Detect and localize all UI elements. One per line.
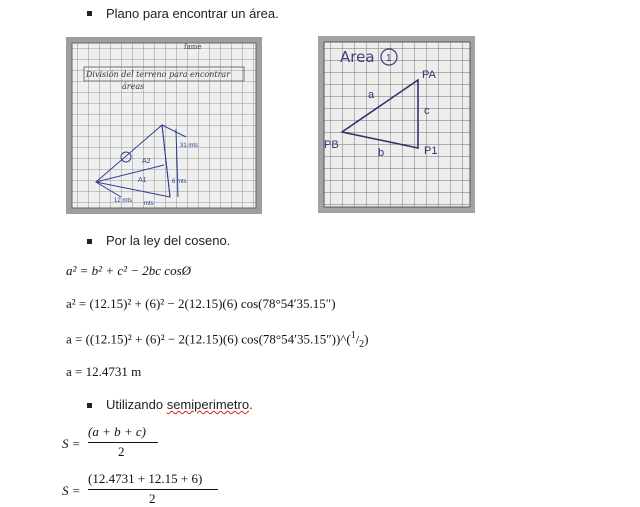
dim-label-3: 12 mts: [114, 198, 133, 204]
bullet-marker: [87, 11, 92, 16]
area-1-sketch: [318, 36, 475, 213]
bullet-3-suffix: .: [249, 397, 253, 412]
formula-s-fraction: [88, 424, 160, 460]
fraction-bar: [88, 442, 158, 443]
formula-s2-numerator: (12.4731 + 12.15 + 6): [88, 471, 203, 486]
area-label-a2: A2: [142, 158, 151, 165]
equation-root-main: a = ((12.15)² + (6)² − 2(12.15)(6) cos(78°54′35.15″))^(: [66, 331, 351, 347]
side-c: c: [424, 105, 430, 117]
equation-square-root: a = ((12.15)² + (6)² − 2(12.15)(6) $\cos(78^\circ 54'35.15''))\^{}(^1/_2)$: [66, 330, 369, 350]
side-b: b: [378, 147, 385, 159]
photo-terrain-division: [66, 37, 262, 214]
formula-s2-lhs: S =: [62, 483, 81, 498]
equation-law-of-cosines: a² = b² + c² − 2bc cosØ: [66, 263, 192, 278]
photo-area-1: [318, 36, 475, 213]
sketch-title-2: áreas: [122, 82, 145, 91]
bullet-text-semiperimetro: [106, 397, 253, 412]
formula-s2-denominator: 2: [149, 491, 156, 506]
bullet-marker: [87, 403, 92, 408]
terrain-sketch: [66, 37, 262, 214]
bullet-3-word: semiperimetro: [166, 397, 250, 412]
point-p1: P1: [424, 145, 438, 157]
side-a: a: [368, 89, 375, 101]
equation-root-close: ): [364, 331, 369, 347]
formula-s-numerator: (a + b + c): [88, 424, 146, 439]
header-note: fame: [184, 43, 202, 51]
area-label-a1: A1: [138, 177, 147, 184]
formula-s-lhs: S =: [62, 436, 81, 451]
sketch-title: División del terreno para encontrar: [86, 70, 231, 79]
equation-substitution: a² = (12.15)² + (6)² − 2(12.15)(6) cos(78°54′35.15″): [66, 296, 336, 311]
equation-root-exp-den: 2: [359, 338, 365, 350]
formula-s-denominator: 2: [118, 444, 125, 459]
dim-label-4: mts: [144, 201, 154, 207]
dim-label-1: 31 mts: [180, 143, 199, 149]
area-number: 1: [386, 53, 392, 64]
bullet-3-prefix: Utilizando: [106, 397, 167, 412]
bullet-text-ley-coseno: Por la ley del coseno.: [106, 233, 231, 248]
bullet-text-plano: Plano para encontrar un área.: [106, 6, 279, 21]
area-title: Area: [340, 48, 375, 66]
fraction-bar: [88, 489, 218, 490]
formula-s2-fraction: [88, 471, 222, 507]
equation-result-a: a = 12.4731 m: [66, 364, 142, 379]
point-pa: PA: [422, 69, 436, 81]
dim-label-2: 6 mts: [172, 179, 187, 185]
equation-root-exp-num: 1: [350, 330, 356, 341]
point-pb: PB: [324, 139, 339, 151]
bullet-marker: [87, 239, 92, 244]
